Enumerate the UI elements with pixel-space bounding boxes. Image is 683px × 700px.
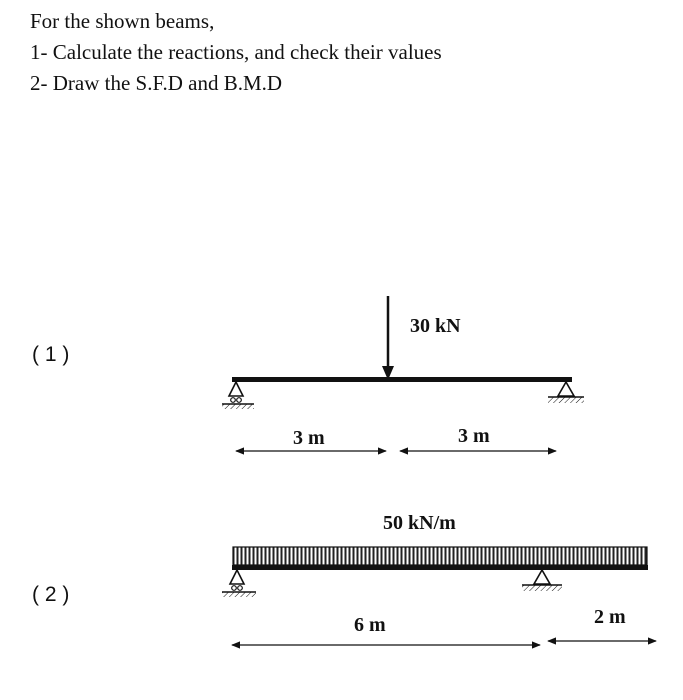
pin-support-left-icon: [222, 382, 254, 409]
distributed-load: [233, 547, 647, 565]
beam-1: [222, 296, 584, 451]
span-left-label: 3 m: [293, 427, 325, 449]
beam-2: [222, 512, 656, 645]
span-right-label: 3 m: [458, 425, 490, 447]
beam-1-member: [232, 377, 572, 382]
support-interior-icon: [522, 570, 562, 591]
task-2: 2- Draw the S.F.D and B.M.D: [30, 71, 283, 95]
task-1: 1- Calculate the reactions, and check their values: [30, 40, 442, 64]
beam-1-label: ( 1 ): [32, 343, 70, 366]
span-overhang-label: 2 m: [594, 606, 626, 628]
point-load-label: 30 kN: [410, 315, 461, 337]
support-right-icon: [548, 382, 584, 403]
point-load-arrow: [382, 296, 394, 380]
beam-2-member: [232, 565, 648, 570]
beam-2-label: ( 2 ): [32, 583, 70, 606]
problem-heading: For the shown beams,: [30, 9, 215, 33]
span-main-label: 6 m: [354, 614, 386, 636]
pin-support-left-2-icon: [222, 570, 256, 597]
distributed-load-label: 50 kN/m: [383, 512, 456, 534]
